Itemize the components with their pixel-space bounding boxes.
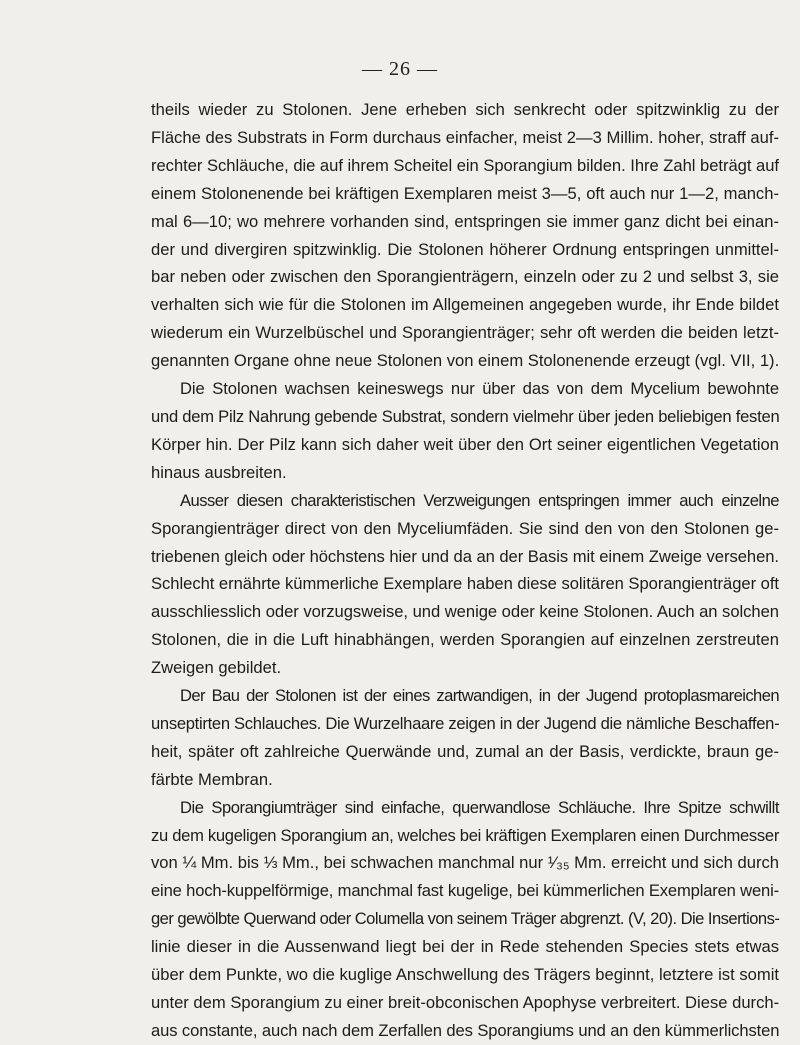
text-line: Der Bau der Stolonen ist der eines zartwandigen, in der Jugend protoplasmareichen	[180, 686, 779, 706]
text-line: rechter Schläuche, die auf ihrem Scheitel ein Sporangium bilden. Ihre Zahl beträgt auf	[151, 155, 779, 175]
text-line: aus constante, auch nach dem Zerfallen des Sporangiums und an den kümmerlichsten	[151, 1020, 780, 1040]
text-line: Zweigen gebildet.	[151, 658, 282, 678]
text-line: einem Stolonenende bei kräftigen Exemplaren meist 3—5, oft auch nur 1—2, manch-	[151, 183, 779, 203]
text-line: über dem Punkte, wo die kuglige Anschwellung des Trägers beginnt, letztere ist somit	[151, 965, 779, 985]
text-line: eine hoch-kuppelförmige, manchmal fast kugelige, bei kümmerlichen Exemplaren weni-	[151, 881, 779, 901]
page-number: — 26 —	[362, 58, 438, 80]
text-line: verhalten sich wie für die Stolonen im Allgemeinen angegeben wurde, ihr Ende bildet	[151, 295, 779, 315]
text-line: bar neben oder zwischen den Sporangienträgern, einzeln oder zu 2 und selbst 3, sie	[151, 267, 779, 287]
text-line: Schlecht ernährte kümmerliche Exemplare haben diese solitären Sporangienträger oft	[151, 574, 779, 594]
paragraph-5	[151, 794, 779, 1045]
paragraph-4	[151, 682, 779, 794]
text-line: Fläche des Substrats in Form durchaus einfacher, meist 2—3 Millim. hoher, straff auf-	[151, 127, 779, 147]
text-line: und dem Pilz Nahrung gebende Substrat, sondern vielmehr über jeden beliebigen festen	[151, 406, 780, 426]
paragraph-3	[151, 487, 779, 682]
text-line: hinaus ausbreiten.	[151, 462, 287, 482]
text-line: Ausser diesen charakteristischen Verzweigungen entspringen immer auch einzelne	[180, 490, 779, 510]
text-line: Die Sporangiumträger sind einfache, querwandlose Schläuche. Ihre Spitze schwillt	[180, 797, 779, 817]
text-line: Die Stolonen wachsen keineswegs nur über das von dem Mycelium bewohnte	[180, 379, 779, 399]
paragraph-1	[151, 96, 779, 375]
text-line: zu dem kugeligen Sporangium an, welches bei kräftigen Exemplaren einen Durchmesser	[151, 825, 780, 845]
paragraph-2	[151, 375, 779, 487]
text-line: ger gewölbte Querwand oder Columella von seinem Träger abgrenzt. (V, 20). Die Insertions-	[151, 909, 780, 929]
text-line: wiederum ein Wurzelbüschel und Sporangienträger; sehr oft werden die beiden letzt-	[151, 323, 779, 343]
text-line: färbte Membran.	[151, 769, 273, 789]
text-line: unseptirten Schlauches. Die Wurzelhaare zeigen in der Jugend die nämliche Beschaffen-	[151, 713, 780, 733]
text-line: mal 6—10; wo mehrere vorhanden sind, entspringen sie immer ganz dicht bei einan-	[151, 211, 779, 231]
text-line: theils wieder zu Stolonen. Jene erheben sich senkrecht oder spitzwinklig zu der	[151, 100, 779, 119]
text-line: unter dem Sporangium zu einer breit-obconischen Apophyse verbreitert. Diese durch-	[151, 993, 780, 1012]
text-line: heit, später oft zahlreiche Querwände und, zumal an der Basis, verdickte, braun ge-	[151, 741, 779, 761]
body-text	[151, 96, 779, 1045]
text-line: von ¼ Mm. bis ⅓ Mm., bei schwachen manchmal nur ¹⁄₃₅ Mm. erreicht und sich durch	[151, 853, 779, 873]
text-line: Sporangienträger direct von den Myceliumfäden. Sie sind den von den Stolonen ge-	[151, 518, 779, 538]
text-line: Körper hin. Der Pilz kann sich daher weit über den Ort seiner eigentlichen Vegetation	[151, 434, 779, 454]
text-line: triebenen gleich oder höchstens hier und da an der Basis mit einem Zweige versehen.	[151, 546, 779, 566]
text-line: genannten Organe ohne neue Stolonen von einem Stolonenende erzeugt (vgl. VII, 1).	[151, 351, 780, 371]
text-line: Stolonen, die in die Luft hinabhängen, werden Sporangien auf einzelnen zerstreuten	[151, 630, 779, 650]
text-line: linie dieser in die Aussenwand liegt bei der in Rede stehenden Species stets etwas	[151, 937, 779, 957]
text-line: der und divergiren spitzwinklig. Die Stolonen höherer Ordnung entspringen unmittel-	[151, 239, 779, 259]
text-line: ausschliesslich oder vorzugsweise, und wenige oder keine Stolonen. Auch an solchen	[151, 602, 779, 622]
